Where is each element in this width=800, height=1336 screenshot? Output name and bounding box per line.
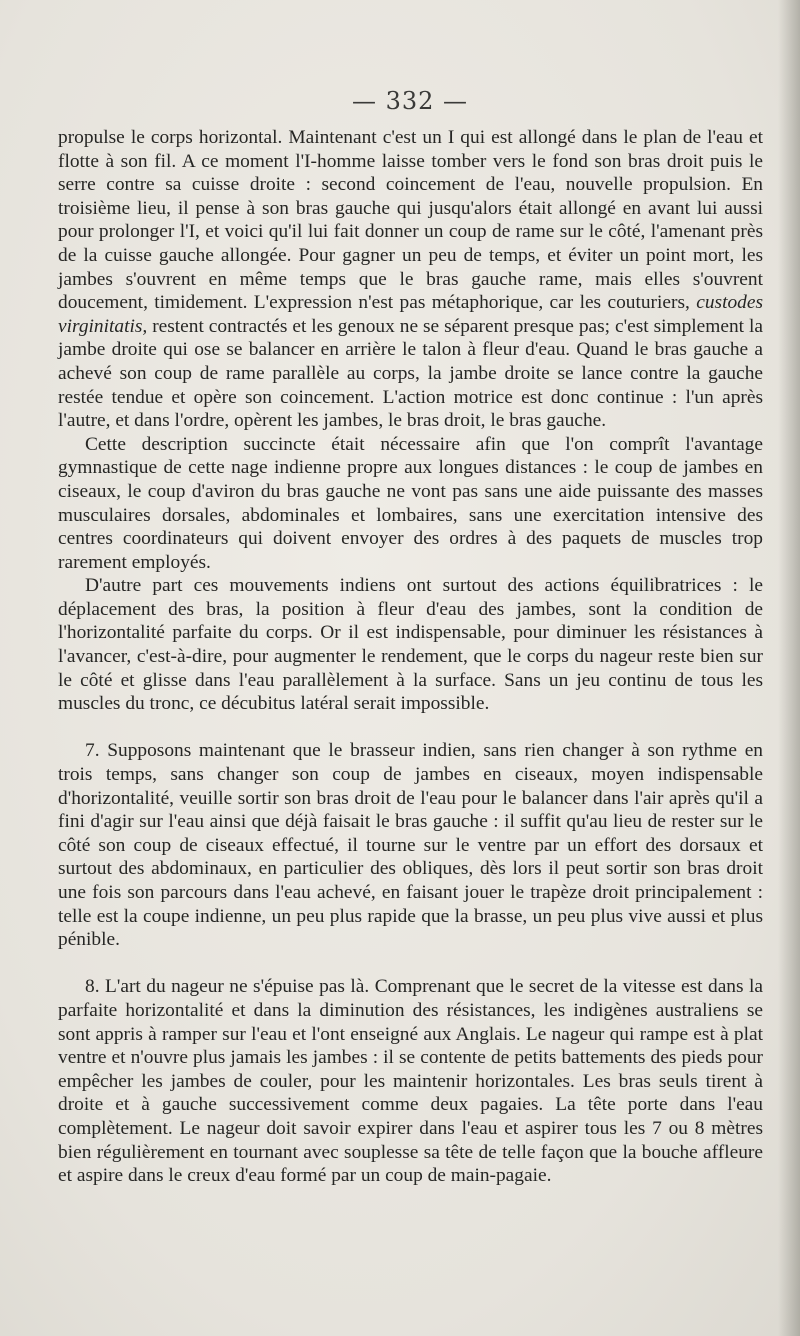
paragraph-1-text: propulse le corps horizontal. Maintenant c'est un I qui est allongé dans le plan de l'eau et flotte à son fil. A ce moment l'I-homme laisse tomber vers le fond son bras droit puis le serre contre sa cuisse droite : second coincement de l'eau, nouvelle propulsion. En troisième lieu, il pense à son bras gauche qui jusqu'alors était allongé en avant lui aussi pour prolonger l'I, et voici qu'il lui fait donner un coup de rame sur le côté, l'amenant près de la cuisse gauche allongée. Pour gagner un peu de temps, et éviter un point mort, les jambes s'ouvrent en même temps que le bras gauche rame, mais elles s'ouvrent doucement, timidement. L'expression n'est pas métaphorique, car les couturiers, (58, 127, 763, 314)
page-edge-shadow (778, 0, 800, 1336)
page-number: — 332 — (351, 87, 469, 115)
paragraph-1 (58, 126, 763, 433)
paragraph-3: D'autre part ces mouvements indiens ont surtout des actions équilibratrices : le déplacement des bras, la position à fleur d'eau des jambes, sont la condition de l'horizontalité parfaite du corps. Or il est indispensable, pour diminuer les résistances à l'avancer, c'est-à-dire, pour augmenter le rendement, que le corps du nageur reste bien sur le côté et glisse dans l'eau parallèlement à la surface. Sans un jeu continu de tous les muscles du tronc, ce décubitus latéral serait impossible. (58, 575, 763, 715)
paragraph-2: Cette description succincte était nécessaire afin que l'on comprît l'avantage gymnastique de cette nage indienne propre aux longues distances : le coup de jambes en ciseaux, le coup d'aviron du bras gauche ne vont pas sans une aide puissante des masses musculaires dorsales, abdominales et lombaires, sans une exercitation intensive des centres coordinateurs qui doivent envoyer des ordres à des paquets de muscles trop rarement employés. (58, 433, 763, 573)
body-text (58, 126, 763, 1188)
paragraph-1-tail: restent contractés et les genoux ne se séparent presque pas; c'est simplement la jambe droite qui ose se balancer en arrière le talon à fleur d'eau. Quand le bras gauche a achevé son coup de rame parallèle au corps, la jambe droite se lance contre la gauche restée tendue et opère son coincement. L'action motrice est donc continue : l'un après l'autre, et dans l'ordre, opèrent les jambes, le bras droit, le bras gauche. (58, 315, 763, 432)
section-8-paragraph: 8. L'art du nageur ne s'épuise pas là. Comprenant que le secret de la vitesse est dans la parfaite horizontalité et dans la diminution des résistances, les indigènes australiens se sont appris à ramper sur l'eau et l'ont enseigné aux Anglais. Le nageur qui rampe est à plat ventre et n'ouvre plus jamais les jambes : il se contente de petits battements des pieds pour empêcher les jambes de couler, pour les maintenir horizontales. Les bras seuls tirent à droite et à gauche successivement comme deux pagaies. La tête porte dans l'eau complètement. Le nageur doit savoir expirer dans l'eau et aspirer tous les 7 ou 8 mètres bien régulièrement en tournant avec souplesse sa tête de telle façon que la bouche affleure et aspire dans le creux d'eau formé par un coup de main-pagaie. (58, 976, 763, 1187)
latin-phrase: custodes virginitatis, (58, 292, 763, 337)
section-7-paragraph: 7. Supposons maintenant que le brasseur indien, sans rien changer à son rythme en trois temps, sans changer son coup de jambes en ciseaux, moyen indispensable d'horizontalité, veuille sortir son bras droit de l'eau pour le balancer dans l'air après qu'il a fini d'agir sur l'eau ainsi que déjà faisait le bras gauche : il suffit qu'au lieu de rester sur le côté son coup de ciseaux effectué, il tourne sur le ventre par un effort des dorsaux et surtout des abdominaux, en particulier des obliques, dès lors il peut sortir son bras droit une fois son parcours dans l'eau achevé, en faisant jouer le trapèze droit principalement : telle est la coupe indienne, un peu plus rapide que la brasse, un peu plus vive aussi et plus pénible. (58, 740, 763, 951)
